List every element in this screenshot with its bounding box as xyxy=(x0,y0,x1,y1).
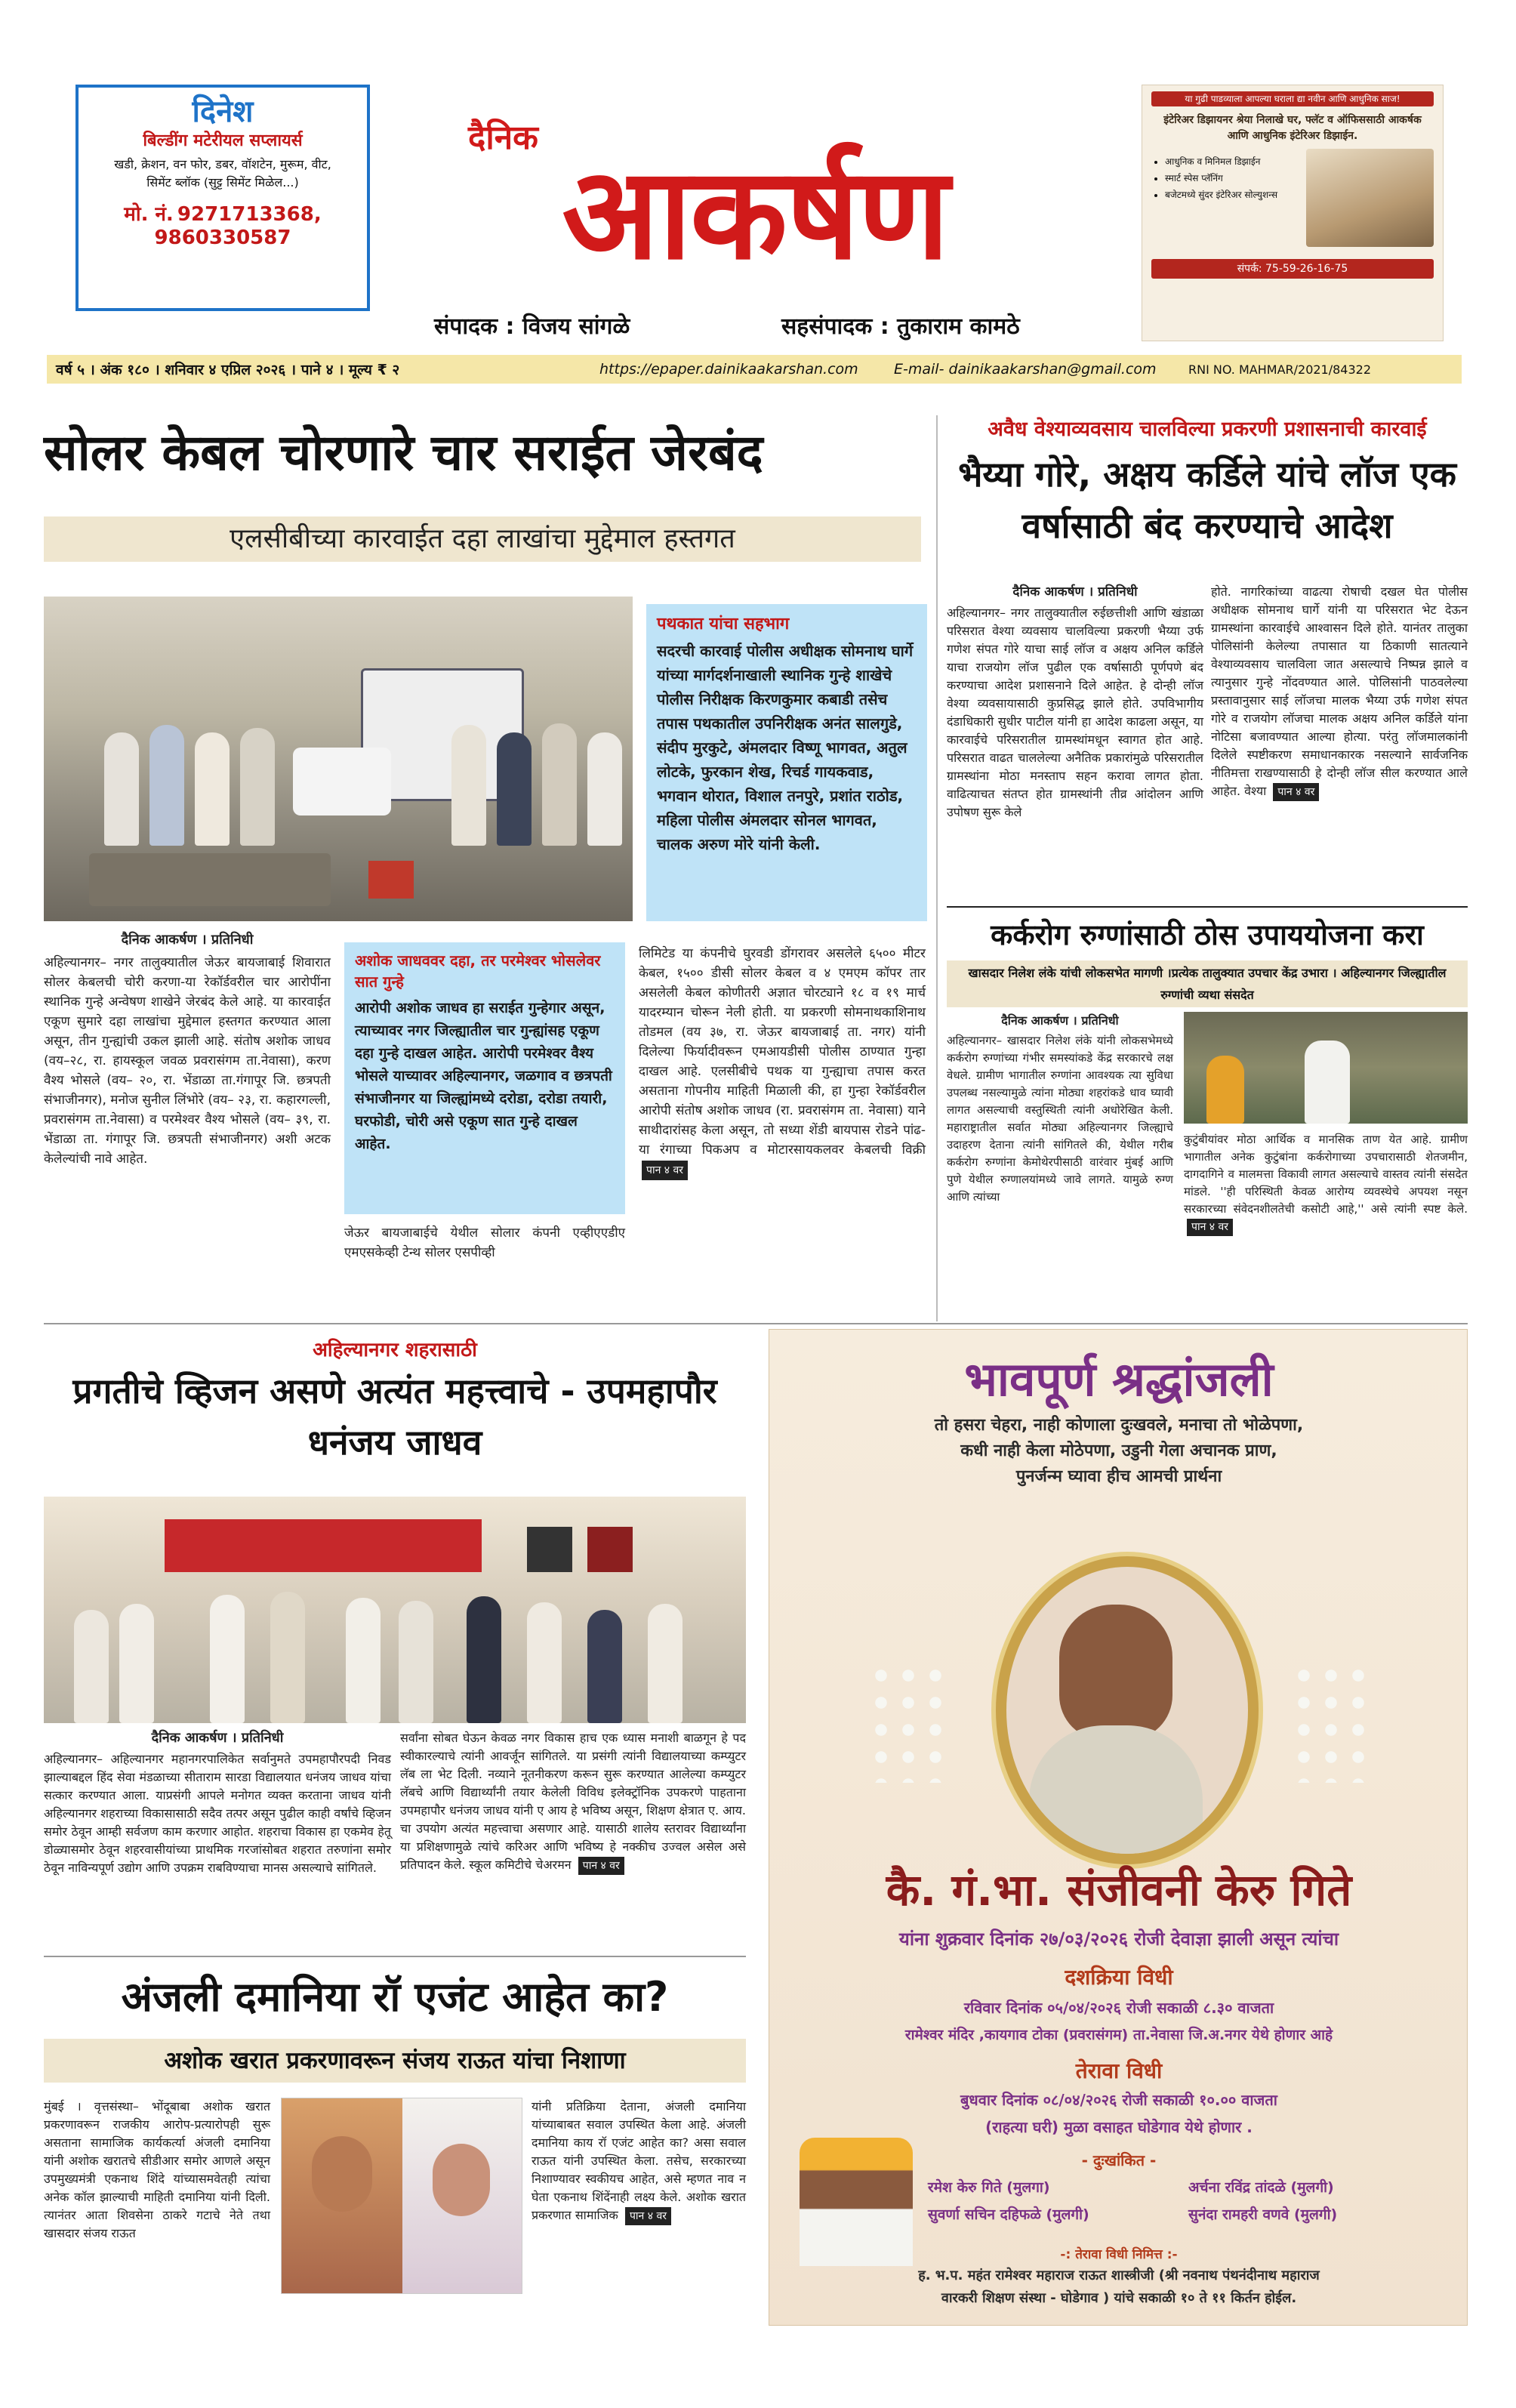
left-ad xyxy=(75,85,370,311)
story1-team-box xyxy=(646,604,927,921)
story2-col1-text: अहिल्यानगर– नगर तालुक्यातील रुईछत्तीशी आणि खंडाळा परिसरात वेश्या व्यवसाय चालविल्या प्रकरणी भैय्या उर्फ गणेश संपत गोरे याचा साई लॉज व अक्षय अनिल कर्डिले याचा राजयोग लॉज पुढील एक वर्षासाठी पूर्णपणे बंद करण्याचा आदेश प्रशासनाने दिले आहेत. हे दोन्ही लॉज वेश्या व्यवसायासाठी कुप्रसिद्ध झाले होते. उपविभागीय दंडाधिकारी सुधीर पाटील यांनी हा आदेश काढला असून, या कारवाईचे परिसरातील ग्रामस्थांमधून स्वागत होत आहे. परिसरात वाढत चाललेल्या अनैतिक प्रकारांमुळे परिसरातील ग्रामस्थांना मोठा मनस्ताप सहन करावा लागत होता. वाढित्याचत संतप्त होत ग्रामस्थांनी तीव्र आंदोलन आणि उपोषण सुरू केले xyxy=(947,606,1203,819)
poem-line: कधी नाही केला मोठेपणा, उडुनी गेला अचानक प्राण, xyxy=(960,1441,1277,1460)
flowers-right xyxy=(1290,1662,1373,1783)
masthead-editor: संपादक : विजय सांगळे xyxy=(434,313,630,340)
mourner: अर्चना रविंद्र तांदळे (मुलगी) xyxy=(1188,2179,1334,2196)
story1-col3-text: लिमिटेड या कंपनीचे घुरवडी डोंगरावर असलेले ६५०० मीटर केबल, १५०० डीसी सोलर केबल व ४ एमएम कॉपर तार असलेली केबल कोणीतरी अज्ञात चोरट्याने १८ व १९ मार्च यादरम्यान चोरून नेली होती. या प्रकरणी सोमनाथकाशिनाथ तोडमल (वय ३७, रा. जेऊर बायजाबाई ता. नगर) यांनी दिलेल्या फिर्यादीवरून एमआयडीसी पोलीस ठाण्यात गुन्हा दाखल आहे. एलसीबीचे पथक या गुन्ह्याचा तपास करत असताना गोपनीय माहिती मिळाली की, हा गुन्हा रेकॉर्डवरील आरोपी संतोष अशोक जाधव (रा. प्रवरासंगम ता. नेवासा) याने साथीदारांसह केला असून, तो सध्या शेंडी बायपास रोडने पांढ-या रंगाच्या पिकअप व मोटारसायकलवर केबलची विक्री xyxy=(639,946,926,1158)
kirtan-title: -: तेरावा विधी निमित्त :- xyxy=(1060,2247,1178,2262)
interior-photo xyxy=(1306,149,1434,247)
story4-col1-text: अहिल्यानगर– अहिल्यानगर महानगरपालिकेत सर्वानुमते उपमहापौरपदी निवड झाल्याबद्दल हिंद सेवा मंडळाच्या सीताराम सारडा विद्यालयात धनंजय जाधव यांचा सत्कार करण्यात आला. याप्रसंगी आपले मनोगत व्यक्त करताना जाधव यांनी अहिल्यानगर शहराच्या विकासासाठी सदैव तत्पर असून पुढील काही वर्षांचे व्हिजन समोर ठेवून आम्ही सर्वजण काम करणार आहोत. शहराचा विकास हा एकमेव हेतू डोळ्यासमोर ठेवून शहरवासीयांच्या प्राथमिक गरजांसोबत शहरात तरुणांना समोर ठेवून नाविन्यपूर्ण उद्योग आणि उपक्रम राबविण्याचा मानस असल्याचे सांगितले. xyxy=(44,1752,391,1875)
left-ad-phone2: 9860330587 xyxy=(154,227,291,249)
story3-subhead: खासदार निलेश लंके यांची लोकसभेत मागणी ।प्रत्येक तालुक्यात उपचार केंद्र उभारा । अहिल्यानगर जिल्ह्यातील रुग्णांची व्यथा संसदेत xyxy=(947,960,1468,1007)
right-ad-header: या गुढी पाडव्याला आपल्या घराला द्या नवीन आणि आधुनिक साज! xyxy=(1151,91,1434,106)
email-link[interactable]: E-mail- dainikaakarshan@gmail.com xyxy=(894,361,1157,378)
story3-headline: कर्करोग रुग्णांसाठी ठोस उपाययोजना करा xyxy=(991,918,1424,951)
story4-col2-text: सर्वांना सोबत घेऊन केवळ नगर विकास हाच एक ध्यास मनाशी बाळगून हे पद स्वीकारल्याचे त्यांनी आवर्जून सांगितले. या प्रसंगी त्यांनी विद्यालयाच्या कम्प्युटर लॅब ला भेट दिली. नव्याने नूतनीकरण करून सुरू करण्यात आलेल्या कम्प्युटर लॅबचे आणि विद्यार्थ्यांनी तयार केलेली विविध इलेक्ट्रॉनिक उपकरणे पाहताना उपमहापौर धनंजय जाधव यांनी ए आय हे भविष्य असून, शिक्षण क्षेत्रात ए. आय. चा उपयोग अत्यंत महत्त्वाचा असणार आहे. यासाठी शालेय स्तरावर विद्यार्थ्यांना या प्रशिक्षणामुळे त्यांचे करिअर आणि भविष्य हे नक्कीच उज्वल असेल असे प्रतिपादन केले. स्कूल कमिटीचे चेअरमन xyxy=(400,1731,746,1872)
right-ad-bullet: • आधुनिक व मिनिमल डिझाईन xyxy=(1165,153,1300,170)
rni-number: RNI NO. MAHMAR/2021/84322 xyxy=(1188,362,1372,377)
story5-col2-text: यांनी प्रतिक्रिया देताना, अंजली दमानिया यांच्याबाबत सवाल उपस्थित केला आहे. अंजली दमानिया काय रॉ एजंट आहेत का? असा सवाल राऊत यांनी उपस्थित केला. तसेच, सरकारच्या निशाण्यावर स्वकीयच आहेत, असे म्हणत नाव न घेता एकनाथ शिंदेंनाही लक्ष्य केले. अशोक खरात प्रकरणात सामाजिक xyxy=(532,2099,746,2222)
story1-col1 xyxy=(44,930,331,1173)
story2-byline: दैनिक आकर्षण । प्रतिनिधी xyxy=(1012,584,1138,600)
issue-info: वर्ष ५ । अंक १८० । शनिवार ४ एप्रिल २०२६ । पाने ४ । मूल्य ₹ २ xyxy=(56,362,400,378)
left-ad-items: खडी, क्रेशन, वन फोर, डबर, वॉशटेन, मुरूम, वीट, सिमेंट ब्लॉक (सुट्ट सिमेंट मिळेल...) xyxy=(114,157,331,190)
terava-text2: (राहत्या घरी) मुळा वसाहत घोडेगाव येथे होणार . xyxy=(985,2118,1253,2136)
flowers-left xyxy=(867,1662,951,1783)
obituary-ad xyxy=(769,1329,1468,2326)
story1-headline: सोलर केबल चोरणारे चार सराईत जेरबंद xyxy=(44,424,763,482)
vehicle-shape xyxy=(293,748,391,816)
left-ad-subtitle: बिल्डींग मटेरीयल सप्लायर्स xyxy=(143,131,303,150)
story5-col2 xyxy=(532,2098,746,2230)
story1-byline: दैनिक आकर्षण । प्रतिनिधी xyxy=(121,932,254,948)
death-line: यांना शुक्रवार दिनांक २७/०३/२०२६ रोजी देवाज्ञा झाली असून त्यांचा xyxy=(898,1929,1339,1950)
story2-col2-text: होते. नागरिकांच्या वाढत्या रोषाची दखल घेत पोलीस अधीक्षक सोमनाथ घार्गे यांनी या परिसरात भेट देऊन ग्रामस्थांना कारवाईचे आश्वासन दिले होते. यानंतर तालुका पोलिसांनी केलेल्या तपासात या ठिकाणी सातत्याने वेश्याव्यवसाय चालविला जात असल्याचे निष्पन्न झाले व त्यानुसार गुन्हे नोंदवण्यात आले. पोलिसांनी पाठवलेल्या प्रस्तावानुसार साई लॉजचा मालक भैय्या उर्फ गणेश संपत गोरे व राजयोग लॉजचा मालक अक्षय अनिल कर्डिले यांना नोटिसा बजावण्यात आल्या होत्या. परंतु लॉजमालकांनी दिलेले स्पष्टीकरण समाधानकारक नसल्याने सार्वजनिक नीतिमत्ता राखण्यासाठी हे दोन्ही लॉज सील करण्यात आले आहेत. वेश्या xyxy=(1211,584,1468,798)
right-ad-headline: इंटेरिअर डिझायनर श्रेया निलाखे घर, फ्लॅट व ऑफिससाठी आकर्षक आणि आधुनिक इंटेरिअर डिझाईन. xyxy=(1163,114,1422,142)
story4-byline: दैनिक आकर्षण । प्रतिनिधी xyxy=(151,1730,284,1746)
story3-continued[interactable]: पान ४ वर xyxy=(1187,1219,1233,1236)
masthead-co-editor: सहसंपादक : तुकाराम कामठे xyxy=(781,313,1020,340)
story2-col2 xyxy=(1211,583,1468,806)
mourners-title: - दुःखांकित - xyxy=(1081,2151,1157,2169)
story2-col1 xyxy=(947,583,1203,826)
dashkriya-title: दशक्रिया विधी xyxy=(1065,1965,1173,1990)
right-ad-bullet: • स्मार्ट स्पेस प्लॅनिंग xyxy=(1165,170,1300,187)
story1-photo xyxy=(44,597,633,921)
right-ad-bullet: • बजेटमध्ये सुंदर इंटेरिअर सोल्युशन्स xyxy=(1165,187,1300,203)
story5-col1 xyxy=(44,2098,270,2247)
poem-line: पुनर्जन्म घ्यावा हीच आमची प्रार्थना xyxy=(1015,1467,1222,1486)
story3-col2-text: कुटुंबीयांवर मोठा आर्थिक व मानसिक ताण येत आहे. ग्रामीण भागातील अनेक कुटुंबांना कर्करोगाच्या उपचारासाठी शेतजमीन, दागदागिने व मालमत्ता विकावी लागत असल्याचे वास्तव त्यांनी संसदेत मांडले. ''ही परिस्थिती केवळ आरोग्य व्यवस्थेचे अपयश नसून सरकारच्या संवेदनशीलतेची कसोटी आहे,'' असे त्यांनी स्पष्ट केले. xyxy=(1184,1133,1468,1216)
right-ad xyxy=(1142,85,1444,341)
story5-photo xyxy=(281,2098,522,2294)
dashkriya-text1: रविवार दिनांक ०५/०४/२०२६ रोजी सकाळी ८.३० वाजता xyxy=(963,1999,1274,2017)
left-ad-name: दिनेश xyxy=(192,94,254,129)
story3-col2 xyxy=(1184,1131,1468,1241)
dateline-bar xyxy=(47,355,1462,384)
story4-col2 xyxy=(400,1729,746,1879)
epaper-link[interactable]: https://epaper.dainikaakarshan.com xyxy=(599,361,858,378)
team-box-text: सदरची कारवाई पोलीस अधीक्षक सोमनाथ घार्गे यांच्या मार्गदर्शनाखाली स्थानिक गुन्हे शाखेचे पोलीस निरीक्षक किरणकुमार कबाडी तसेच तपास पथकातील उपनिरीक्षक अनंत सालगुडे, संदीप मुरकुटे, अंमलदार विष्णू भागवत, अतुल लोटके, फुरकान शेख, रिचर्ड गायकवाड, भगवान थोरात, विशाल तनपुरे, प्रशांत राठोड, महिला पोलीस अंमलदार सोनल भागवत, चालक अरुण मोरे यांनी केली. xyxy=(657,642,914,853)
kirtan-text2: वारकरी शिक्षण संस्था - घोडेगाव ) यांचे सकाळी १० ते ११ किर्तन होईल. xyxy=(941,2290,1297,2306)
story5-col1-text: मुंबई । वृत्तसंस्था– भोंदूबाबा अशोक खरात प्रकरणावरून राजकीय आरोप-प्रत्यारोपही सुरू असताना सामाजिक कार्यकर्त्या अंजली दमानिया यांनी अशोक खरातचे सीडीआर समोर आणले असून उपमुख्यमंत्री एकनाथ शिंदे यांच्यासमवेतही त्यांचा अनेक कॉल झाल्याची माहिती दमानिया यांनी दिली. त्यानंतर आता शिवसेना ठाकरे गटाचे नेते तथा खासदार संजय राऊत xyxy=(44,2099,270,2240)
story2-kicker: अवैध वेश्याव्यवसाय चालविल्या प्रकरणी प्रशासनाची कारवाई xyxy=(988,418,1427,441)
story1-crimes-box xyxy=(344,942,625,1214)
deceased-name: कै. गं.भा. संजीवनी केरु गिते xyxy=(886,1864,1352,1916)
terava-title: तेरावा विधी xyxy=(1075,2058,1163,2083)
story2-continued[interactable]: पान ४ वर xyxy=(1273,783,1319,801)
terava-text1: बुधवार दिनांक ०८/०४/२०२६ रोजी सकाळी १०.०० वाजता xyxy=(960,2091,1277,2109)
kirtan-text1: ह. भ.प. महंत रामेश्वर महाराज राऊत शास्त्रीजी (श्री नवनाथ पंथनंदीनाथ महाराज xyxy=(918,2268,1320,2283)
story5-subhead: अशोक खरात प्रकरणावरून संजय राऊत यांचा निशाणा xyxy=(44,2039,746,2083)
mourner: सुनंदा रामहरी वणवे (मुलगी) xyxy=(1188,2206,1338,2223)
story1-col2-tail: जेऊर बायजाबाईचे येथील सोलार कंपनी एव्हीएएडीए एमएसकेव्ही टेन्थ सोलर एसपीव्ही xyxy=(344,1226,625,1260)
obituary-title: भावपूर्ण श्रद्धांजली xyxy=(964,1352,1274,1407)
crimes-box-text: आरोपी अशोक जाधव हा सराईत गुन्हेगार असून, त्याच्यावर नगर जिल्ह्यातील चार गुन्ह्यांसह एकूण दहा गुन्हे दाखल आहेत. आरोपी परमेश्वर वैश्य भोसले याच्यावर अहिल्यानगर, जळगाव व छत्रपती संभाजीनगर या जिल्ह्यांमध्ये दरोडा, दरोडा तयारी, घरफोडी, चोरी असे एकूण सात गुन्हे दाखल आहेत. xyxy=(355,1000,612,1152)
story2-headline: भैय्या गोरे, अक्षय कर्डिले यांचे लॉज एक वर्षासाठी बंद करण्याचे आदेश xyxy=(958,454,1456,546)
story4-headline: प्रगतीचे व्हिजन असणे अत्यंत महत्त्वाचे - उपमहापौर धनंजय जाधव xyxy=(72,1370,717,1463)
story1-col3 xyxy=(639,944,926,1185)
crimes-box-title: अशोक जाधववर दहा, तर परमेश्वर भोसलेवर सात गुन्हे xyxy=(355,951,601,991)
story3-byline: दैनिक आकर्षण । प्रतिनिधी xyxy=(1001,1013,1119,1028)
right-ad-bullets xyxy=(1151,153,1300,247)
story4-continued[interactable]: पान ४ वर xyxy=(578,1857,624,1875)
story1-col1-text: अहिल्यानगर– नगर तालुक्यातील जेऊर बायजाबाई शिवारात सोलर केबलची चोरी करणा-या रेकॉर्डवरील चार आरोपींना स्थानिक गुन्हे अन्वेषण शाखेने जेरबंद केले आहे. या कारवाईत एकूण सुमारे दहा लाखांचा मुद्देमाल हस्तगत करण्यात आला असून, तीन गुन्ह्यांची उकल झाली आहे. संतोष अशोक जाधव (वय–२८, रा. हायस्कूल जवळ प्रवरासंगम ता.नेवासा), करण वैश्य भोसले (वय– २०, रा. भेंडाळा ता.गंगापूर जि. छत्रपती संभाजीनगर), मनोज सुनील लिंभोरे (वय– २३, रा. कहारगल्ली, प्रवरासंगम ता.नेवासा) व परमेश्वर वैश्य भोसले (वय– ३९, रा. भेंडाळा ता. गंगापूर जि. छत्रपती संभाजीनगर) अशी अटक केलेल्यांची नावे आहेत. xyxy=(44,955,331,1167)
story4-kicker: अहिल्यानगर शहरासाठी xyxy=(313,1339,477,1361)
story3-col1-text: अहिल्यानगर– खासदार निलेश लंके यांनी लोकसभेमध्ये कर्करोग रुग्णांच्या गंभीर समस्यांकडे केंद्र सरकारचे लक्ष वेधले. ग्रामीण भागातील रुग्णांना आवश्यक त्या सुविधा उपलब्ध नसल्यामुळे त्यांना मोठ्या शहरांकडे धाव घ्यावी लागत असल्याची वस्तुस्थिती त्यांनी अधोरेखित केली. महाराष्ट्रातील सर्वात मोठ्या अहिल्यानगर जिल्ह्याचे उदाहरण देताना त्यांनी सांगितले की, येथील गरीब कर्करोग रुग्णांना केमोथेरपीसाठी वारंवार मुंबई आणि पुणे येथील रुग्णालयांमध्ये जावे लागते. यामुळे रुग्ण आणि त्यांच्या xyxy=(947,1034,1173,1204)
poem-line: तो हसरा चेहरा, नाही कोणाला दुःखवले, मनाचा तो भोळेपणा, xyxy=(934,1416,1304,1435)
obituary-poem xyxy=(769,1413,1468,1490)
mourner: सुवर्णा सचिन दहिफळे (मुलगी) xyxy=(928,2206,1089,2223)
dashkriya-text2: रामेश्वर मंदिर ,कायगाव टोका (प्रवरासंगम) ता.नेवासा जि.अ.नगर येथे होणार आहे xyxy=(904,2027,1333,2043)
story5-headline: अंजली दमानिया रॉ एजंट आहेत का? xyxy=(121,1973,669,2021)
left-ad-phone1: 9271713368, xyxy=(177,203,322,226)
mourner: रमेश केरु गिते (मुलगा) xyxy=(928,2179,1050,2196)
right-ad-contact: संपर्क: 75-59-26-16-75 xyxy=(1151,259,1434,279)
portrait-frame xyxy=(996,1556,1259,1864)
story4-col1 xyxy=(44,1729,391,1882)
portrait xyxy=(1059,1605,1172,1740)
left-ad-phone-label: मो. नं. xyxy=(124,203,174,226)
team-box-title: पथकात यांचा सहभाग xyxy=(657,615,790,634)
story3-col1 xyxy=(947,1012,1173,1210)
parliament-photo xyxy=(1184,1012,1468,1124)
story1-continued[interactable]: पान ४ वर xyxy=(642,1161,688,1180)
mourners-grid xyxy=(928,2177,1449,2224)
masthead-title: आकर्षण xyxy=(562,140,948,288)
masthead-prefix: दैनिक xyxy=(468,119,538,157)
story1-subhead: एलसीबीच्या कारवाईत दहा लाखांचा मुद्देमाल हस्तगत xyxy=(44,516,921,562)
story4-photo xyxy=(44,1497,746,1723)
story5-continued[interactable]: पान ४ वर xyxy=(625,2207,671,2225)
